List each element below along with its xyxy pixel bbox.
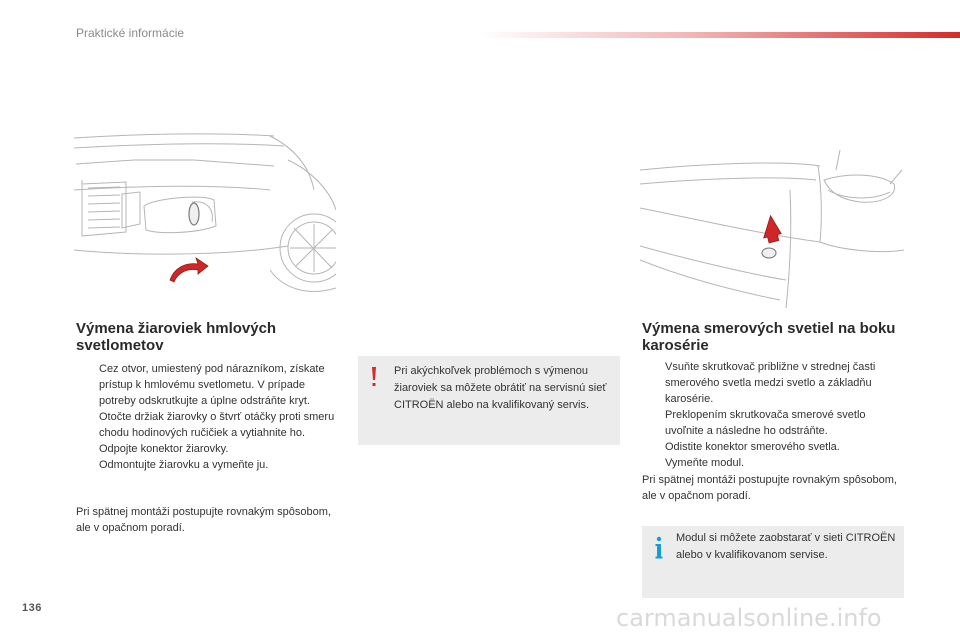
page-number: 136	[22, 602, 42, 614]
watermark: carmanualsonline.info	[616, 604, 882, 632]
list-item: Vsuňte skrutkovač približne v strednej časti smerového svetla medzi svetlo a základňu karosérie.	[665, 361, 876, 405]
list-item: Vymeňte modul.	[665, 457, 745, 469]
list-item: Odpojte konektor žiarovky.	[99, 443, 229, 455]
info-text: Modul si môžete zaobstarať v sieti CITROËN alebo v kvalifikovanom servise.	[676, 532, 896, 561]
side-repeater-steps-list	[642, 359, 904, 471]
fog-lamp-section-title: Výmena žiaroviek hmlových svetlometov	[76, 320, 277, 354]
warning-box	[358, 356, 620, 445]
list-item: Odmontujte žiarovku a vymeňte ju.	[99, 459, 269, 471]
warning-text: Pri akýchkoľvek problémoch s výmenou žiaroviek sa môžete obrátiť na servisnú sieť CITROËN alebo na kvalifikovaný servis.	[394, 365, 607, 411]
fog-lamp-reassembly-note: Pri spätnej montáži postupujte rovnakým spôsobom, ale v opačnom poradí.	[76, 506, 331, 534]
list-item: Otočte držiak žiarovky o štvrť otáčky proti smeru chodu hodinových ručičiek a vytiahnite ho.	[99, 411, 335, 439]
side-repeater-illustration	[640, 150, 904, 308]
fog-lamp-illustration	[74, 130, 336, 300]
list-item: Cez otvor, umiestený pod nárazníkom, získate prístup k hmlovému svetlometu. V prípade potreby odskrutkujte a úplne odstráňte kryt.	[99, 363, 325, 407]
info-icon	[654, 536, 664, 560]
side-repeater-section-title: Výmena smerových svetiel na boku karosérie	[642, 320, 896, 354]
exclamation-icon	[368, 365, 380, 389]
side-repeater-reassembly-note: Pri spätnej montáži postupujte rovnakým spôsobom, ale v opačnom poradí.	[642, 474, 897, 502]
info-box	[642, 526, 904, 598]
header-title: Praktické informácie	[76, 26, 185, 40]
list-item: Preklopením skrutkovača smerové svetlo uvoľnite a následne ho odstráňte.	[665, 409, 866, 437]
list-item: Odistite konektor smerového svetla.	[665, 441, 840, 453]
header-accent-bar	[478, 32, 960, 38]
fog-lamp-steps-list	[76, 361, 338, 473]
